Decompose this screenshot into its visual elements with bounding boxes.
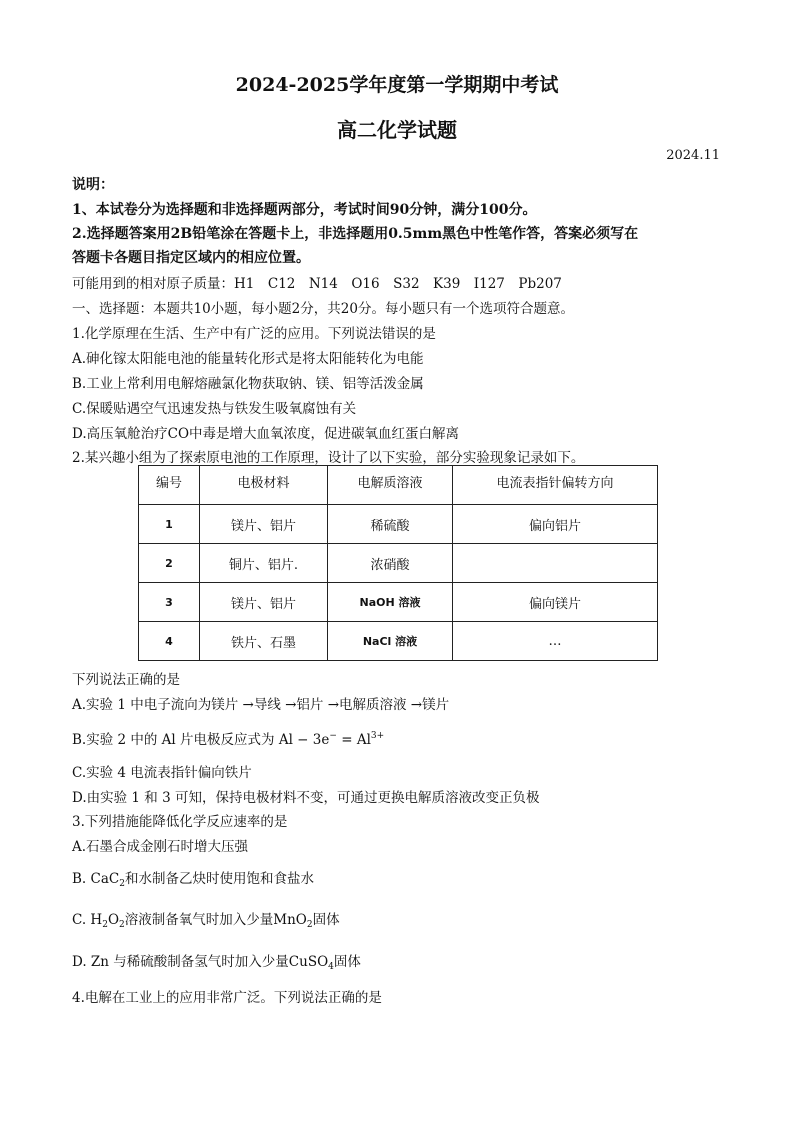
q3-option-c-text: O bbox=[107, 912, 120, 928]
q3-option-d-sub: 4 bbox=[328, 962, 334, 972]
table-cell: 4 bbox=[139, 622, 200, 661]
table-cell: 1 bbox=[139, 505, 200, 544]
q1-option-d: D.高压氧舱治疗CO中毒是增大血氧浓度，促进碳氧血红蛋白解离 bbox=[72, 426, 460, 442]
q4-stem: 4.电解在工业上的应用非常广泛。下列说法正确的是 bbox=[72, 990, 382, 1006]
table-cell: 2 bbox=[139, 544, 200, 583]
atomic-masses: 可能用到的相对原子质量：H1 C12 N14 O16 S32 K39 I127 Pb207 bbox=[72, 276, 562, 292]
q2-option-b-sup: 3+ bbox=[370, 731, 385, 741]
table-cell: 3 bbox=[139, 583, 200, 622]
q3-option-c-text: 溶液制备氧气时加入少量MnO bbox=[124, 912, 307, 928]
table-cell: 镁片、铝片 bbox=[200, 505, 328, 544]
table-cell: 铁片、石墨 bbox=[200, 622, 328, 661]
q2-option-c: C.实验 4 电流表指针偏向铁片 bbox=[72, 765, 252, 781]
q2-option-b-text: B.实验 2 中的 Al 片电极反应式为 Al − 3e bbox=[72, 732, 330, 748]
table-row bbox=[139, 505, 658, 544]
q3-option-c-text: C. H bbox=[72, 912, 103, 928]
q3-stem: 3.下列措施能降低化学反应速率的是 bbox=[72, 814, 288, 830]
notes-heading: 说明： bbox=[72, 177, 114, 193]
table-cell: NaOH 溶液 bbox=[328, 583, 453, 622]
section-1-heading: 一、选择题：本题共10小题，每小题2分，共20分。每小题只有一个选项符合题意。 bbox=[72, 301, 574, 317]
table-header-row bbox=[139, 466, 658, 505]
notes-item-1: 1、本试卷分为选择题和非选择题两部分，考试时间90分钟，满分100分。 bbox=[72, 202, 537, 218]
q3-option-c-sub: 2 bbox=[102, 920, 108, 930]
table-cell: 浓硝酸 bbox=[328, 544, 453, 583]
table-cell: 偏向铝片 bbox=[453, 505, 658, 544]
q2-prompt: 下列说法正确的是 bbox=[72, 672, 180, 688]
table-cell: 偏向镁片 bbox=[453, 583, 658, 622]
q2-option-b-text: = Al bbox=[336, 732, 371, 748]
q2-option-b-sup: − bbox=[329, 731, 337, 741]
q3-option-d-text: 固体 bbox=[333, 954, 361, 970]
table-row bbox=[139, 583, 658, 622]
experiment-table bbox=[138, 465, 658, 661]
q3-option-c-sub: 2 bbox=[119, 920, 125, 930]
table-header-cell: 电极材料 bbox=[200, 466, 328, 505]
q1-stem: 1.化学原理在生活、生产中有广泛的应用。下列说法错误的是 bbox=[72, 326, 436, 342]
q2-option-a: A.实验 1 中电子流向为镁片 →导线 →铝片 →电解质溶液 →镁片 bbox=[72, 697, 450, 713]
table-cell: … bbox=[453, 622, 658, 661]
table-header-cell: 编号 bbox=[139, 466, 200, 505]
q2-option-d: D.由实验 1 和 3 可知，保持电极材料不变，可通过更换电解质溶液改变正负极 bbox=[72, 790, 540, 806]
q1-option-a: A.砷化镓太阳能电池的能量转化形式是将太阳能转化为电能 bbox=[72, 351, 424, 367]
q3-option-c-sub: 2 bbox=[306, 920, 313, 930]
notes-item-2-line-2: 答题卡各题目指定区域内的相应位置。 bbox=[72, 250, 310, 266]
q3-option-b-sub: 2 bbox=[119, 879, 125, 889]
q3-option-b bbox=[72, 867, 314, 889]
q1-option-c: C.保暖贴遇空气迅速发热与铁发生吸氧腐蚀有关 bbox=[72, 401, 357, 417]
q3-option-c bbox=[72, 908, 340, 930]
q3-option-d-text: D. Zn 与稀硫酸制备氢气时加入少量CuSO bbox=[72, 954, 329, 970]
table-row bbox=[139, 544, 658, 583]
table-cell: 稀硫酸 bbox=[328, 505, 453, 544]
table-header-cell: 电流表指针偏转方向 bbox=[453, 466, 658, 505]
q2-stem: 2.某兴趣小组为了探索原电池的工作原理，设计了以下实验，部分实验现象记录如下。 bbox=[72, 450, 585, 466]
notes-item-2-line-1: 2.选择题答案用2B铅笔涂在答题卡上，非选择题用0.5mm黑色中性笔作答，答案必须写在 bbox=[72, 226, 639, 242]
table-cell: NaCl 溶液 bbox=[328, 622, 453, 661]
q3-option-d bbox=[72, 950, 361, 972]
table-cell bbox=[453, 544, 658, 583]
exam-date: 2024.11 bbox=[666, 148, 720, 163]
table-cell: 铜片、铝片. bbox=[200, 544, 328, 583]
table-header-cell: 电解质溶液 bbox=[328, 466, 453, 505]
q1-option-b: B.工业上常利用电解熔融氯化物获取钠、镁、铝等活泼金属 bbox=[72, 376, 424, 392]
q3-option-c-text: 固体 bbox=[312, 912, 340, 928]
table-row bbox=[139, 622, 658, 661]
q3-option-b-text: 和水制备乙炔时使用饱和食盐水 bbox=[124, 871, 314, 887]
q3-option-a: A.石墨合成金刚石时增大压强 bbox=[72, 839, 249, 855]
table-cell: 镁片、铝片 bbox=[200, 583, 328, 622]
q2-option-b bbox=[72, 728, 384, 748]
exam-subtitle: 高二化学试题 bbox=[337, 118, 457, 142]
exam-title: 2024-2025学年度第一学期期中考试 bbox=[235, 74, 559, 96]
q3-option-b-text: B. CaC bbox=[72, 871, 120, 887]
